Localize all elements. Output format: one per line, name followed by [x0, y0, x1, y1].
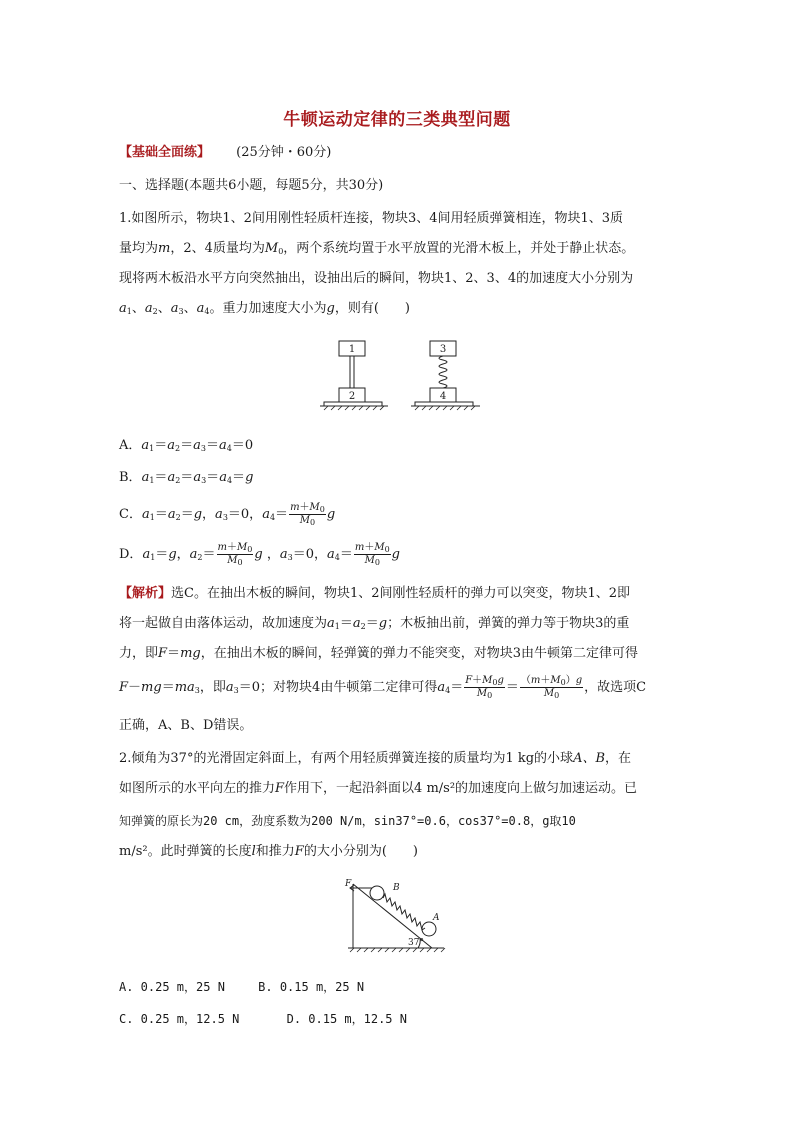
spring	[439, 356, 447, 388]
board-right	[415, 402, 473, 406]
q1-line2: 量均为m，2、4质量均为$M_0$，两个系统均置于水平放置的光滑木板上，并处于静止状态。	[119, 241, 635, 256]
spring	[383, 894, 425, 930]
q1-option-b[interactable]: B．$a_1=a_2=a_3=a_4=g$	[119, 470, 254, 485]
q2-option-a[interactable]: A. 0.25 m，25 N	[119, 980, 225, 994]
solution-line1: 【解析】选C。在抽出木板的瞬间，物块1、2间刚性轻质杆的弹力可以突变，物块1、2即	[119, 586, 631, 601]
label-a: A	[433, 913, 440, 923]
section-time: (25分钟・60分)	[236, 145, 332, 160]
part-heading: 一、选择题(本题共6小题，每题5分，共30分)	[119, 178, 384, 193]
solution-line5: 正确，A、B、D错误。	[119, 718, 253, 733]
section-tag: 【基础全面练】	[119, 145, 211, 160]
solution-line2: 将一起做自由落体运动，故加速度为$a_1=a_2=g$；木板抽出前，弹簧的弹力等于物块3的重	[119, 616, 630, 631]
q2-line2: 如图所示的水平向左的推力F作用下，一起沿斜面以4 m/s²的加速度向上做匀加速运动。已	[119, 781, 638, 796]
label-1: 1	[348, 344, 356, 355]
board-left	[324, 402, 382, 406]
label-b: B	[393, 883, 400, 893]
q1-option-c[interactable]: C．$a_1=a_2=g$，$a_3=0$，$a_4=$ $\frac{m+M_0}{M_0}$ g	[119, 502, 336, 527]
q1-option-a[interactable]: A．$a_1=a_2=a_3=a_4=0$	[119, 438, 254, 453]
label-4: 4	[439, 391, 447, 402]
q2-options-row1	[119, 978, 364, 996]
solution-line3: 力，即F＝mg，在抽出木板的瞬间，轻弹簧的弹力不能突变，对物块3由牛顿第二定律可得	[119, 646, 638, 661]
solution-line4: $F-mg=ma_3$，即$a_3=0$；对物块4由牛顿第二定律可得$a_4=$ $\frac{F+M_0g}{M_0}$ ＝ $\frac{(m+M_0)g}{M_0}$ ，故选项C	[119, 675, 647, 700]
page-title: 牛顿运动定律的三类典型问题	[283, 110, 511, 130]
ball-b	[370, 886, 384, 900]
label-2: 2	[348, 391, 356, 402]
q2-line4: m/s²。此时弹簧的长度l和推力F的大小分别为( )	[119, 844, 418, 859]
label-f: F	[345, 879, 352, 889]
q1-figure	[318, 336, 490, 414]
q2-option-d[interactable]: D. 0.15 m，12.5 N	[286, 1012, 407, 1026]
q2-line1: 2.倾角为37°的光滑固定斜面上，有两个用轻质弹簧连接的质量均为1 kg的小球A、B，在	[119, 751, 632, 766]
label-angle: 37°	[408, 938, 424, 948]
q2-line3: 知弹簧的原长为20 cm，劲度系数为200 N/m，sin37°=0.6，cos37°=0.8，g取10	[119, 814, 576, 828]
q1-line4: $a_1$、$a_2$、$a_3$、$a_4$。重力加速度大小为g，则有( )	[119, 301, 410, 316]
q1-line1: 1.如图所示，物块1、2间用刚性轻质杆连接，物块3、4间用轻质弹簧相连，物块1、3质	[119, 211, 624, 226]
q2-options-row2	[119, 1010, 407, 1028]
q2-option-c[interactable]: C. 0.25 m，12.5 N	[119, 1012, 240, 1026]
q2-figure	[340, 876, 452, 956]
section-header	[119, 144, 331, 162]
q2-option-b[interactable]: B. 0.15 m，25 N	[258, 980, 365, 994]
q1-option-d[interactable]: D．$a_1=g$，$a_2=$ $\frac{m+M_0}{M_0}$ g ，$a_3=0$，$a_4=$ $\frac{m+M_0}{M_0}$ g	[119, 542, 400, 567]
label-3: 3	[439, 344, 447, 355]
solution-tag: 【解析】	[119, 586, 172, 601]
q1-line3: 现将两木板沿水平方向突然抽出，设抽出后的瞬间，物块1、2、3、4的加速度大小分别为	[119, 271, 634, 286]
